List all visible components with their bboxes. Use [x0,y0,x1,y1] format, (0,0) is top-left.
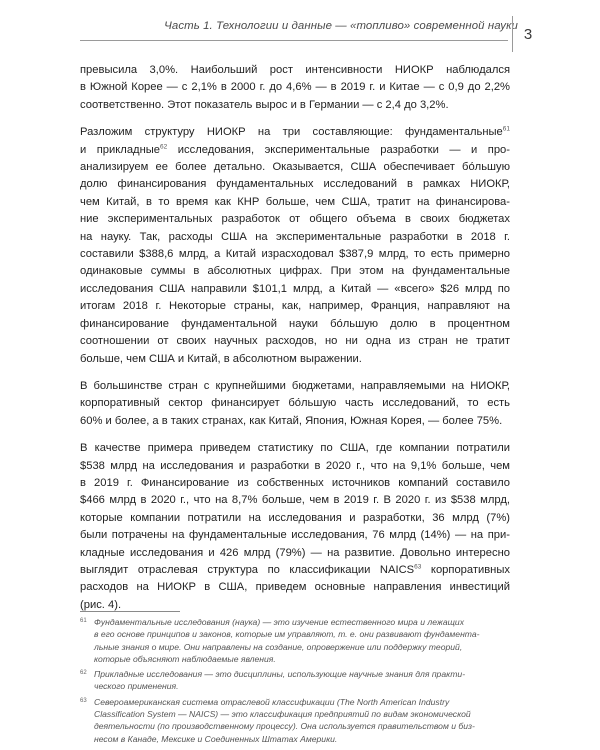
footnote-line: в его основе принципов и законов, которые им управляют, т. е. они развивают фундамента- [94,629,480,640]
body-text [80,62,510,624]
footnote-line: которые объясняют наблюдаемые явления. [94,653,276,664]
text-line: соответственно. Этот показатель вырос и в Германии — с 2,4 до 3,2%. [80,98,449,111]
footnote [80,668,512,693]
text-line: В большинстве стран с крупнейшими бюджетами, направляемыми на НИОКР, [80,379,510,392]
footnote [80,696,512,745]
footnote-line: Североамериканская система отраслевой классификации (The North American Industry [94,696,450,707]
footnote-ref[interactable]: 61 [502,125,510,133]
text-line: $466 млрд в 2020 г., что на 8,7% больше, чем в 2019 г. В 2020 г. из $538 млрд, [80,494,510,507]
text-line: в 2019 г. Финансирование из собственных источников компаний составило [80,476,510,489]
text-line: $538 млрд на исследования и разработки в 2020 г., что на 9,1% больше, чем [80,459,510,472]
text-line: итогам 2018 г. Некоторые страны, как, например, Франция, направляют на [80,300,510,313]
text-line: и прикладные$^{62}$ исследования, экспериментальные разработки — и про- [80,142,510,156]
text-line: на науку. Так, расходы США на экспериментальные разработки в 2018 г. [80,230,510,243]
text-line: превысила 3,0%. Наибольший рост интенсивности НИОКР наблюдался [80,64,510,76]
text-line: финансирование фундаментальной науки бо́льшую долю в процентном [80,317,510,330]
footnote-line: ческого применения. [94,681,179,692]
text-line: (рис. 4). [80,598,122,611]
text-line: одинаковые суммы в абсолютных цифрах. При этом на фундаментальные [80,265,510,278]
footnote-ref[interactable]: 63 [414,563,422,571]
footnote-number: 61 [80,618,87,624]
text-line: составили $388,6 млрд, а Китай израсходовал $387,9 млрд, то есть примерно [80,248,510,261]
footnote-rule [80,611,180,612]
footnote-line: Classification System — NAICS) — это классификация предприятий по видам экономической [94,709,471,720]
footnote-number: 63 [80,697,87,704]
text-line: соотношении от своих научных расходов, но ни одна из стран не тратит [80,335,510,348]
footnote-number: 62 [80,670,87,677]
footnote-ref[interactable]: 62 [160,142,168,150]
text-line: расходов на НИОКР в США, приведем основные направления инвестиций [80,581,510,594]
footnote [80,616,512,665]
text-line: 60% и более, а в таких странах, как Китай, Япония, Южная Корея, — более 75%. [80,414,503,427]
footnote-line: льные знания о мире. Они направлены на создание, опровержение или поддержку теорий, [94,641,463,652]
footnotes [80,616,512,748]
text-line: кладные исследования и 426 млрд (79%) — на развитие. Довольно интересно [80,546,510,559]
page-number: 3 [512,16,543,52]
text-line: выглядит отраслевая структура по классификации NAICS$^{63}$ корпоративных [80,563,510,576]
text-line: долю финансирования фундаментальных исследований в рамках НИОКР, [80,178,510,191]
running-header: Часть 1. Технологии и данные — «топливо» современной науки [164,20,518,32]
text-line: больше, чем США и Китай, в абсолютном выражении. [80,352,362,365]
text-line: исследования США направили $101,1 млрд, а Китай — «всего» $26 млрд по [80,282,510,295]
paragraph [80,62,510,114]
text-line: ние экспериментальных разработок от общего объема в своих бюджетах [80,213,510,226]
text-line: в Южной Корее — с 2,1% в 2000 г. до 4,6% — в 2019 г. и Китае — с 0,9 до 2,2% [80,81,510,94]
text-line: были потрачены на фундаментальные исследования, 76 млрд (14%) — на при- [80,529,510,542]
footnote-line: Фундаментальные исследования (наука) — это изучение естественного мира и лежащих [94,617,464,627]
text-line: чем Китай, в то время как КНР больше, чем США, тратит на финансирова- [80,195,510,208]
text-line: которые компании потратили на исследования и разработки, 36 млрд (7%) [80,511,510,524]
paragraph [80,440,510,614]
footnote-line: Прикладные исследования — это дисциплины, использующие научные знания для практи- [94,669,466,680]
paragraph [80,378,510,430]
text-line: Разложим структуру НИОКР на три составляющие: фундаментальные$^{61}$ [80,125,510,139]
text-line: анализируем ее более детально. Оказывается, США обеспечивает бо́льшую [80,161,510,174]
text-line: В качестве примера приведем статистику по США, где компании потратили [80,442,510,455]
header-rule [80,40,508,41]
text-line: корпоративный сектор финансирует бо́льшую часть исследований, то есть [80,397,510,410]
footnote-line: деятельности (по производственному процессу). Она используется правительством и биз- [94,721,475,732]
footnote-line: несом в Канаде, Мексике и Соединенных Штатах Америки. [94,733,338,744]
paragraph [80,124,510,368]
